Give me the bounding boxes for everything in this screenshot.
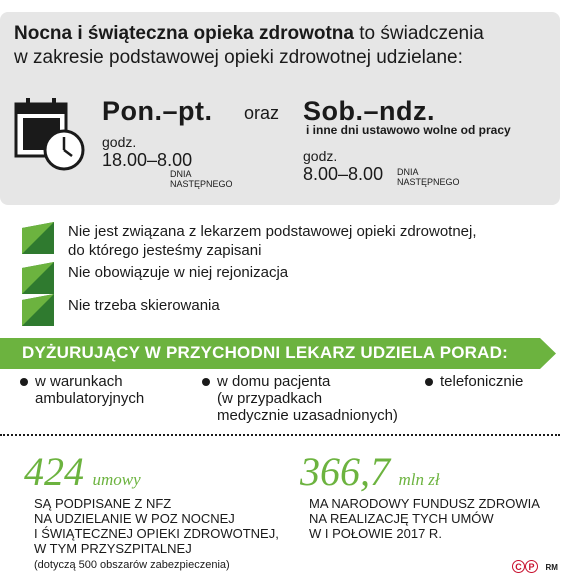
feature-1-line2: do którego jesteśmy zapisani: [68, 242, 262, 259]
feature-1-line1: Nie jest związana z lekarzem podstawowej opieki zdrowotnej,: [68, 223, 477, 240]
green-check-mark-icon: [22, 294, 54, 326]
banner-title: DYŻURUJĄCY W PRZYCHODNI LEKARZ UDZIELA PORAD:: [22, 343, 508, 362]
stat-1-description: [34, 496, 294, 556]
stat-2-heading: [300, 448, 440, 495]
option-item: [202, 373, 417, 424]
stat-1-number: 424: [24, 449, 84, 494]
option-2-line2: (w przypadkach: [217, 390, 323, 407]
option-item: [425, 373, 555, 390]
weekdays-label: Pon.–pt.: [102, 96, 213, 126]
stat-1-unit: umowy: [92, 470, 141, 489]
stat-1-line: SĄ PODPISANE Z NFZ: [34, 496, 172, 511]
option-1-line1: w warunkach: [35, 373, 123, 390]
stat-2-description: [309, 496, 559, 541]
weekend-godz: godz.: [303, 148, 338, 164]
weekdays-next-2: NASTĘPNEGO: [170, 179, 233, 189]
intro-rest: to świadczenia: [353, 23, 484, 44]
feature-item: [22, 222, 542, 262]
weekdays-next: [170, 169, 233, 189]
option-2-line3: medycznie uzasadnionych): [217, 407, 398, 424]
stat-2-line: NA REALIZACJĘ TYCH UMÓW: [309, 511, 494, 526]
stat-1-note: (dotyczą 500 obszarów zabezpieczenia): [34, 559, 230, 571]
weekend-next: [397, 167, 460, 187]
weekend-label: Sob.–ndz.: [303, 96, 435, 126]
calendar-clock-icon: [14, 96, 86, 172]
feature-2-line1: Nie obowiązuje w niej rejonizacja: [68, 264, 289, 281]
credit: [512, 557, 558, 575]
intro-bold: Nocna i świąteczna opieka zdrowotna: [14, 23, 354, 44]
stat-2-line: MA NARODOWY FUNDUSZ ZDROWIA: [309, 496, 540, 511]
intro-text: [14, 22, 544, 70]
option-item: [20, 373, 190, 407]
option-2-line1: w domu pacjenta: [217, 373, 331, 390]
stat-2-unit: mln zł: [398, 470, 440, 489]
stat-2-number: 366,7: [300, 449, 390, 494]
feature-3-line1: Nie trzeba skierowania: [68, 297, 220, 314]
weekdays-godz: godz.: [102, 134, 137, 150]
bullet-icon: [20, 378, 28, 386]
dotted-divider: [0, 434, 560, 436]
option-3-line1: telefonicznie: [440, 373, 524, 390]
intro-line2: w zakresie podstawowej opieki zdrowotnej udzielane:: [14, 47, 463, 68]
stat-1-line: W TYM PRZYSZPITALNEJ: [34, 541, 192, 556]
stat-1-line: NA UDZIELANIE W POZ NOCNEJ: [34, 511, 235, 526]
weekend-next-1: DNIA: [397, 167, 419, 177]
oraz-text: oraz: [244, 103, 280, 123]
green-check-mark-icon: [22, 222, 54, 254]
green-check-mark-icon: [22, 262, 54, 294]
copyright-p-icon: P: [525, 560, 538, 573]
stat-1-line: I ŚWIĄTECZNEJ OPIEKI ZDROWOTNEJ,: [34, 526, 279, 541]
stat-1-heading: [24, 448, 141, 495]
bullet-icon: [425, 378, 433, 386]
weekend-subtitle: i inne dni ustawowo wolne od pracy: [306, 123, 511, 137]
weekend-hours: 8.00–8.00: [303, 164, 384, 184]
feature-item: [22, 294, 542, 328]
bullet-icon: [202, 378, 210, 386]
weekdays-hours: 18.00–8.00: [102, 150, 193, 170]
feature-item: [22, 262, 542, 296]
stat-2-line: W I POŁOWIE 2017 R.: [309, 526, 442, 541]
weekend-next-2: NASTĘPNEGO: [397, 177, 460, 187]
option-1-line2: ambulatoryjnych: [35, 390, 145, 407]
weekdays-next-1: DNIA: [170, 169, 192, 179]
credit-initials: RM: [545, 563, 558, 572]
copyright-c-icon: C: [512, 560, 525, 573]
